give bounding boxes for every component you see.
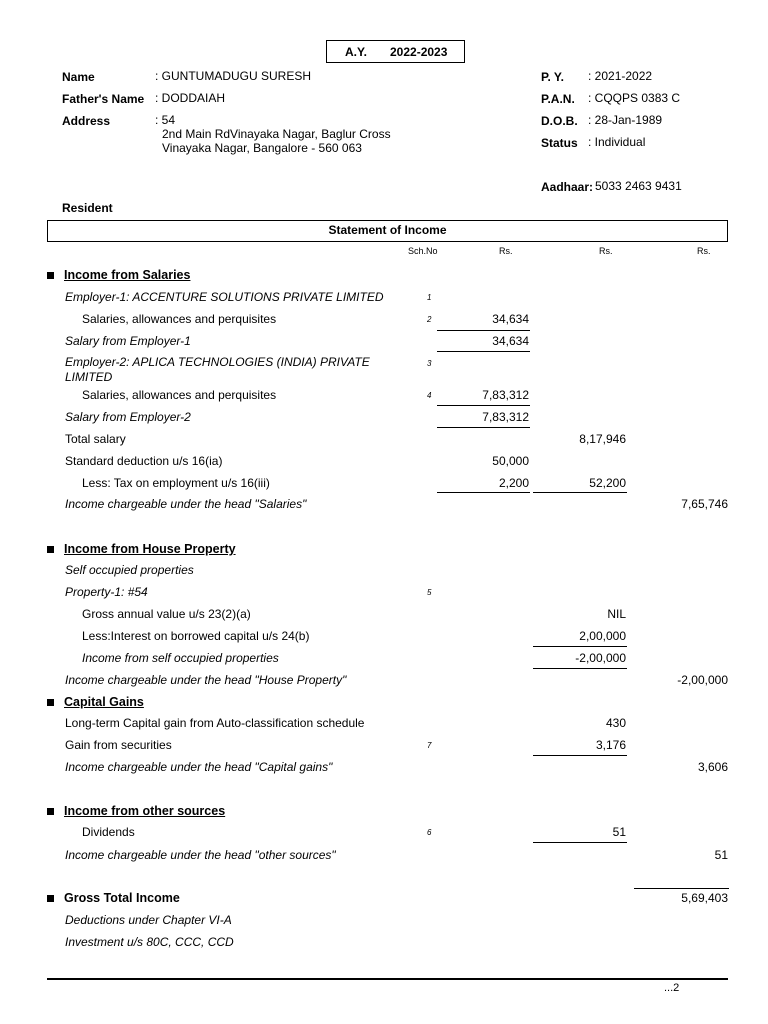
- bullet-icon: [47, 272, 54, 279]
- bullet-icon: [47, 895, 54, 902]
- ltcg-label: Long-term Capital gain from Auto-classification schedule: [65, 716, 365, 730]
- sum-rule: [533, 668, 627, 669]
- sch-no-3: 3: [427, 359, 432, 368]
- pan-value: : CQQPS 0383 C: [588, 91, 681, 105]
- total-salary-label: Total salary: [65, 432, 126, 446]
- col-header-rs-1: Rs.: [499, 246, 513, 256]
- total-salary-amount: 8,17,946: [579, 432, 626, 446]
- father-name-label: Father's Name: [62, 92, 145, 106]
- sum-rule: [437, 492, 530, 493]
- name-label: Name: [62, 70, 95, 84]
- sum-rule: [437, 330, 530, 331]
- address-line-2: 2nd Main RdVinayaka Nagar, Baglur Cross: [162, 127, 391, 141]
- other-chargeable-amount: 51: [714, 848, 728, 862]
- sum-rule: [533, 646, 627, 647]
- address-label: Address: [62, 114, 111, 128]
- sch-no-4: 4: [427, 391, 432, 400]
- dividends-label: Dividends: [82, 825, 135, 839]
- salary-2-amount: 7,83,312: [482, 388, 529, 402]
- employer-1-total-label: Salary from Employer-1: [65, 334, 191, 348]
- address-line-3: Vinayaka Nagar, Bangalore - 560 063: [162, 141, 362, 155]
- sch-no-2: 2: [427, 315, 432, 324]
- gross-total-amount: 5,69,403: [681, 891, 728, 905]
- employer-2-name-line-2: LIMITED: [65, 370, 113, 384]
- sch-no-7: 7: [427, 741, 432, 750]
- house-chargeable-label: Income chargeable under the head "House Property": [65, 673, 347, 687]
- sch-no-6: 6: [427, 828, 432, 837]
- deductions-label: Deductions under Chapter VI-A: [65, 913, 232, 927]
- sum-rule: [533, 492, 627, 493]
- tax-on-employment-label: Less: Tax on employment u/s 16(iii): [82, 476, 270, 490]
- other-chargeable-label: Income chargeable under the head "other sources": [65, 848, 336, 862]
- ay-label: A.Y.: [345, 45, 368, 59]
- assessment-year-box: [326, 40, 465, 63]
- sum-rule: [437, 405, 530, 406]
- employer-1-total-amount: 34,634: [492, 334, 529, 348]
- dividends-amount: 51: [612, 825, 626, 839]
- salaries-chargeable-amount: 7,65,746: [681, 497, 728, 511]
- aadhaar-value: 5033 2463 9431: [595, 179, 682, 193]
- bullet-icon: [47, 699, 54, 706]
- statement-title: Statement of Income: [328, 223, 447, 237]
- py-value: : 2021-2022: [588, 69, 653, 83]
- gross-annual-value-label: Gross annual value u/s 23(2)(a): [82, 607, 251, 621]
- standard-deduction-label: Standard deduction u/s 16(ia): [65, 454, 223, 468]
- sum-rule: [437, 351, 530, 352]
- self-occupied-label: Self occupied properties: [65, 563, 194, 577]
- salary-2-label: Salaries, allowances and perquisites: [82, 388, 277, 402]
- property-1-label: Property-1: #54: [65, 585, 148, 599]
- status-label: Status: [541, 136, 578, 150]
- statement-title-box: [47, 220, 728, 242]
- securities-gain-label: Gain from securities: [65, 738, 172, 752]
- name-value: : GUNTUMADUGU SURESH: [155, 69, 312, 83]
- col-header-rs-2: Rs.: [599, 246, 613, 256]
- bullet-icon: [47, 808, 54, 815]
- father-name-value: : DODDAIAH: [155, 91, 226, 105]
- house-property-heading: Income from House Property: [64, 542, 236, 556]
- sum-rule: [634, 888, 729, 889]
- footer-rule: [47, 978, 728, 980]
- address-line-1: : 54: [155, 113, 176, 127]
- standard-deduction-amount: 50,000: [492, 454, 529, 468]
- employer-2-total-amount: 7,83,312: [482, 410, 529, 424]
- sum-rule: [533, 755, 627, 756]
- sch-no-5: 5: [427, 588, 432, 597]
- sum-rule: [437, 427, 530, 428]
- status-value: : Individual: [588, 135, 646, 149]
- employer-2-total-label: Salary from Employer-2: [65, 410, 191, 424]
- py-label: P. Y.: [541, 70, 564, 84]
- aadhaar-label: Aadhaar:: [541, 180, 594, 194]
- interest-label: Less:Interest on borrowed capital u/s 24(b): [82, 629, 310, 643]
- ay-value: 2022-2023: [390, 45, 448, 59]
- salary-1-label: Salaries, allowances and perquisites: [82, 312, 277, 326]
- residency-status: Resident: [62, 201, 113, 215]
- dob-label: D.O.B.: [541, 114, 578, 128]
- salaries-chargeable-label: Income chargeable under the head "Salaries": [65, 497, 307, 511]
- house-chargeable-amount: -2,00,000: [677, 673, 728, 687]
- col-header-rs-3: Rs.: [697, 246, 711, 256]
- deductions-total-amount: 52,200: [589, 476, 626, 490]
- page-marker: ...2: [664, 982, 680, 994]
- ltcg-amount: 430: [605, 716, 626, 730]
- capital-chargeable-amount: 3,606: [697, 760, 728, 774]
- interest-amount: 2,00,000: [579, 629, 626, 643]
- employer-2-name-line-1: Employer-2: APLICA TECHNOLOGIES (INDIA) PRIVATE: [65, 355, 370, 369]
- self-occupied-income-amount: -2,00,000: [575, 651, 626, 665]
- investment-label: Investment u/s 80C, CCC, CCD: [65, 935, 234, 949]
- pan-label: P.A.N.: [541, 92, 575, 106]
- dob-value: : 28-Jan-1989: [588, 113, 663, 127]
- capital-chargeable-label: Income chargeable under the head "Capital gains": [65, 760, 333, 774]
- sum-rule: [533, 842, 627, 843]
- sch-no-1: 1: [427, 293, 432, 302]
- gross-annual-value-amount: NIL: [607, 607, 626, 621]
- salaries-heading: Income from Salaries: [64, 268, 191, 282]
- capital-gains-heading: Capital Gains: [64, 695, 144, 709]
- col-header-schno: Sch.No: [408, 246, 438, 256]
- tax-on-employment-amount: 2,200: [498, 476, 529, 490]
- salary-1-amount: 34,634: [492, 312, 529, 326]
- employer-1-name: Employer-1: ACCENTURE SOLUTIONS PRIVATE LIMITED: [65, 290, 384, 304]
- self-occupied-income-label: Income from self occupied properties: [82, 651, 279, 665]
- securities-gain-amount: 3,176: [595, 738, 626, 752]
- other-sources-heading: Income from other sources: [64, 804, 226, 818]
- bullet-icon: [47, 546, 54, 553]
- gross-total-heading: Gross Total Income: [64, 891, 180, 905]
